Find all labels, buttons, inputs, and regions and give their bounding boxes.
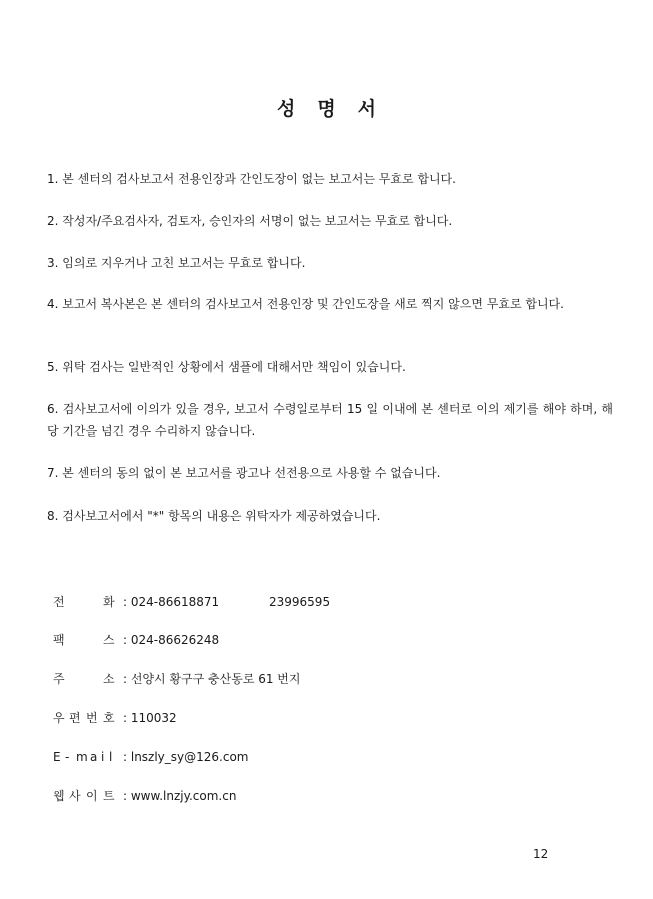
email-label-char: i <box>101 750 105 764</box>
note-item-4: 4. 보고서 복사본은 본 센터의 검사보고서 전용인장 및 간인도장을 새로 찍지 않으면 무효로 합니다. <box>47 297 564 311</box>
email-label-char: m <box>76 750 88 764</box>
phone-label-char: 전 <box>53 595 65 609</box>
phone-value-secondary: 23996595 <box>269 595 331 609</box>
page-number: 12 <box>533 847 549 861</box>
contact-row-fax <box>53 630 593 650</box>
contact-row-email <box>53 747 593 767</box>
contact-row-website <box>53 786 593 806</box>
note-item-3: 3. 임의로 지우거나 고친 보고서는 무효로 합니다. <box>47 256 306 270</box>
website-label-char: 트 <box>103 789 115 803</box>
fax-value: : 024-86626248 <box>123 633 220 647</box>
email-label-char: E <box>53 750 61 764</box>
postcode-label-char: 호 <box>103 711 115 725</box>
phone-value: : 024-86618871 <box>123 595 220 609</box>
email-label-char: a <box>90 750 98 764</box>
title-char-2: 명 <box>317 98 336 120</box>
note-item-1: 1. 본 센터의 검사보고서 전용인장과 간인도장이 없는 보고서는 무효로 합니다. <box>47 172 456 186</box>
fax-label-char: 스 <box>103 633 115 647</box>
website-value: : www.lnzjy.com.cn <box>123 789 237 803</box>
email-value: : lnszly_sy@126.com <box>123 750 249 764</box>
postcode-value: : 110032 <box>123 711 177 725</box>
note-item-8: 8. 검사보고서에서 "*" 항목의 내용은 위탁자가 제공하였습니다. <box>47 509 381 523</box>
page-title <box>0 94 653 121</box>
postcode-label-char: 편 <box>69 711 81 725</box>
website-label-char: 사 <box>69 789 81 803</box>
note-item-6: 6. 검사보고서에 이의가 있을 경우, 보고서 수령일로부터 15 일 이내에 본 센터로 이의 제기를 해야 하며, 해당 기간을 넘긴 경우 수리하지 않습니다. <box>47 402 613 438</box>
postcode-label-char: 우 <box>53 711 65 725</box>
address-label-char: 주 <box>53 672 65 686</box>
contact-row-postcode <box>53 708 593 728</box>
website-label-char: 이 <box>86 789 98 803</box>
contact-row-address <box>53 669 593 689</box>
address-value: : 선양시 황구구 충산동로 61 번지 <box>123 672 301 686</box>
website-label-char: 웹 <box>53 789 65 803</box>
note-item-5: 5. 위탁 검사는 일반적인 상황에서 샘플에 대해서만 책임이 있습니다. <box>47 360 406 374</box>
address-label-char: 소 <box>103 672 115 686</box>
email-label-char: l <box>109 750 113 764</box>
contact-row-phone <box>53 592 593 612</box>
email-label-char: - <box>65 750 70 764</box>
title-char-1: 성 <box>276 98 296 120</box>
title-char-3: 서 <box>357 98 377 120</box>
phone-label-char: 화 <box>103 595 115 609</box>
fax-label-char: 팩 <box>53 633 65 647</box>
postcode-label-char: 번 <box>86 711 98 725</box>
note-item-2: 2. 작성자/주요검사자, 검토자, 승인자의 서명이 없는 보고서는 무효로 합니다. <box>47 214 453 228</box>
note-item-7: 7. 본 센터의 동의 없이 본 보고서를 광고나 선전용으로 사용할 수 없습니다. <box>47 466 441 480</box>
